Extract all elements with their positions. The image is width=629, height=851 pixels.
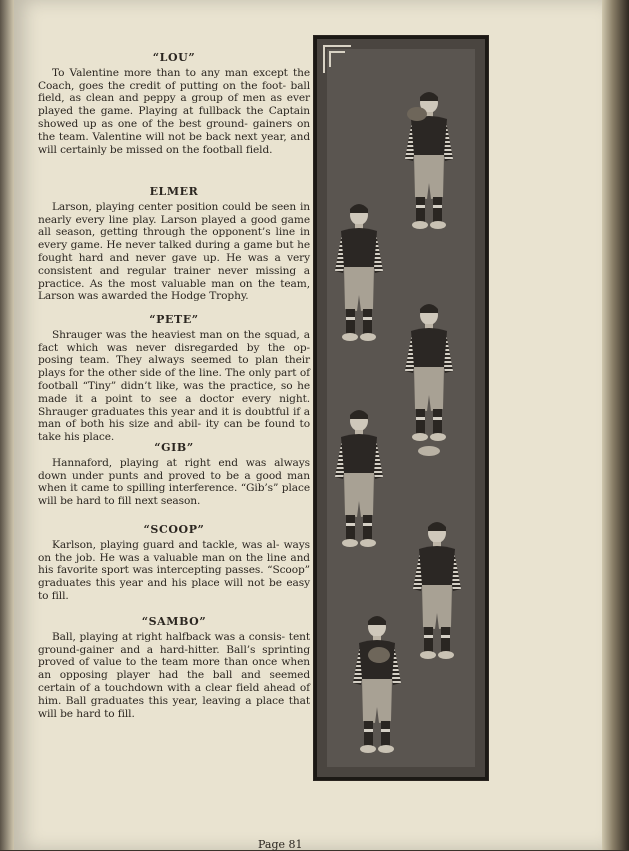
entry-scoop bbox=[38, 524, 310, 603]
entry-text: Karlson, playing guard and tackle, was al- ways on the job. He was a valuable man on the line and his favorite sport was intercepting passes. “Scoop” graduates this year and his place will not be easy to fill. bbox=[38, 538, 310, 602]
page-edge bbox=[602, 0, 629, 850]
player-photos bbox=[317, 39, 485, 777]
entry-text: Ball, playing at right halfback was a consis- tent ground-gainer and a hard-hitter. Ball’s sprinting proved of value to the team more than once when an opposing player had the ball and seemed certain of a touchdown with a clear field ahead of him. Ball graduates this year, leaving a place that will be hard to fill. bbox=[38, 630, 310, 720]
entry-title: “SAMBO” bbox=[141, 615, 207, 628]
entry-sambo bbox=[38, 616, 310, 720]
entry-text: Hannaford, playing at right end was always down under punts and proved to be a good man when it came to spilling interference. “Gib’s” place will be hard to fill next season. bbox=[38, 456, 310, 508]
entry-gib bbox=[38, 442, 310, 508]
entry-title: “GIB” bbox=[154, 441, 194, 454]
team-photo-panel bbox=[314, 36, 488, 780]
entry-lou bbox=[38, 52, 310, 156]
entry-text: Larson, playing center position could be seen in nearly every line play. Larson played a good game all season, getting through the opponent’s line in every game. He never talked during a game but he fought hard and never gave up. He was a very consistent and regular trainer never missing a practice. As the most valuable man on the team, Larson was awarded the Hodge Trophy. bbox=[38, 200, 310, 303]
entry-text: Shrauger was the heaviest man on the squad, a fact which was never disregarded by the op- posing team. They always seemed to plan their plays for the other side of the line. The only part of football “Tiny” didn’t like, was the practice, so he made it a point to see a doctor every night. Shrauger graduates this year and it is doubtful if a man of both his size and abil- ity can be found to take his place. bbox=[38, 328, 310, 444]
entry-pete bbox=[38, 314, 310, 444]
page-number: Page 81 bbox=[258, 838, 303, 851]
entry-elmer bbox=[38, 186, 310, 303]
entry-title: “SCOOP” bbox=[143, 523, 205, 536]
entry-title: “PETE” bbox=[149, 313, 199, 326]
entry-text: To Valentine more than to any man except the Coach, goes the credit of putting on the foot- ball field, as clean and peppy a group of men as ever played the game. Playing at fullback the Captain showed up as one of the best ground- gainers on the team. Valentine will not be back next year, and will certainly be missed on the football field. bbox=[38, 66, 310, 156]
corner-ornament-inner bbox=[329, 51, 345, 67]
entry-title: ELMER bbox=[149, 185, 199, 198]
entry-title: “LOU” bbox=[152, 51, 196, 64]
